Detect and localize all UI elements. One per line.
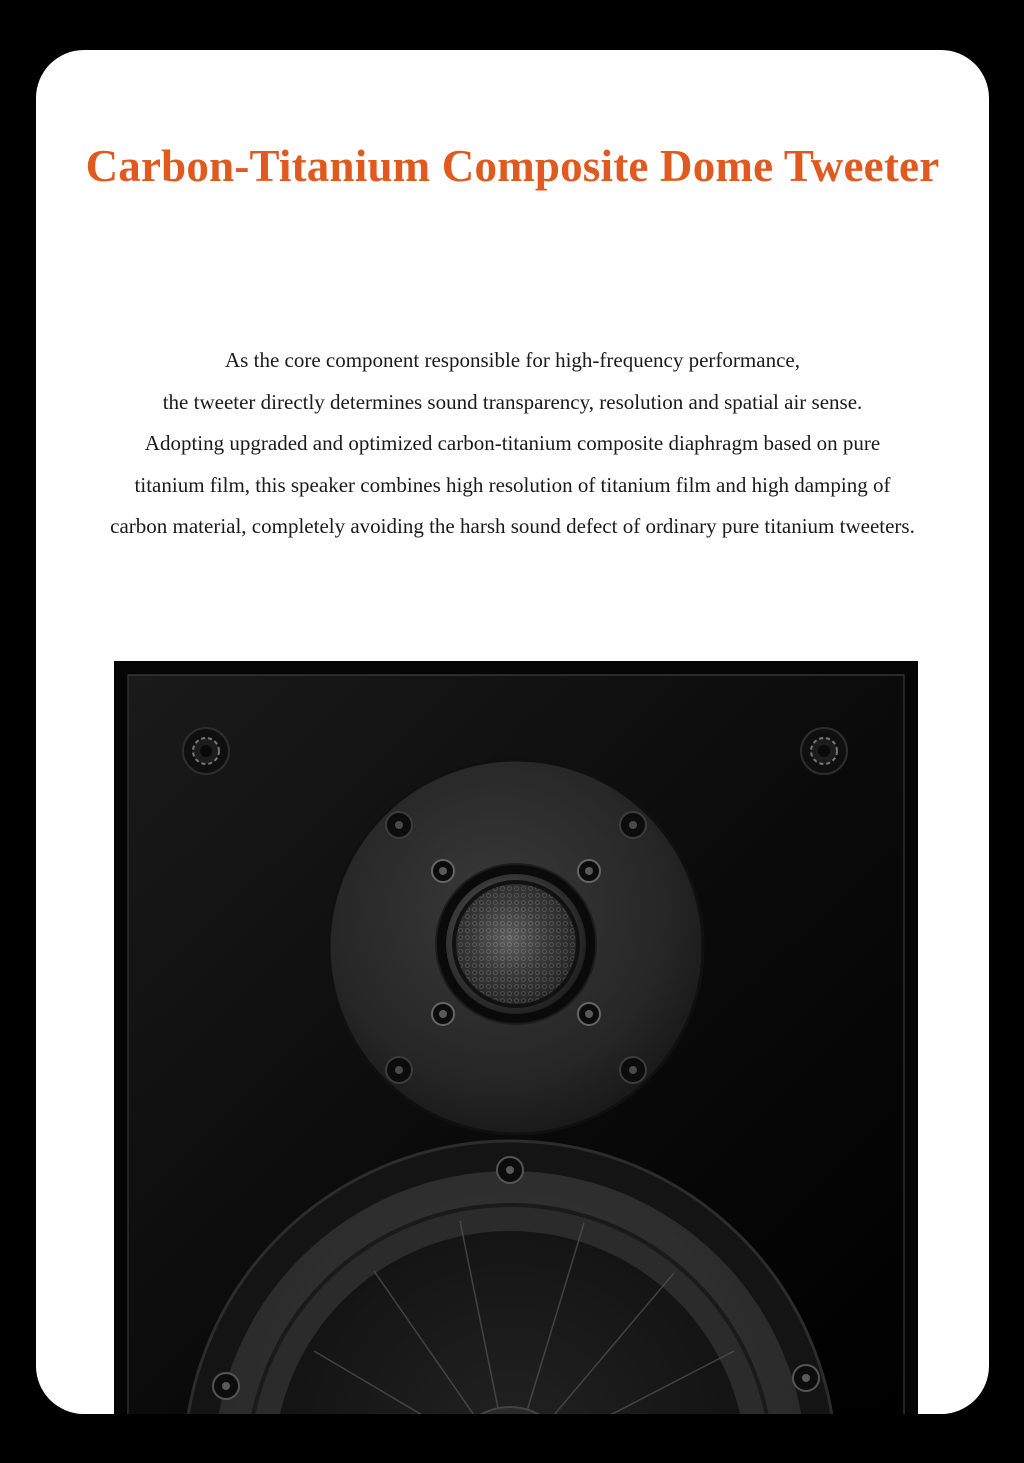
page-title: Carbon-Titanium Composite Dome Tweeter [85, 141, 940, 191]
tweeter [329, 760, 703, 1134]
grille-peg-right [801, 728, 847, 774]
paragraph-line: titanium film, this speaker combines high resolution of titanium film and high damping of [134, 472, 891, 497]
grille-peg-left [183, 728, 229, 774]
paragraph-line: As the core component responsible for high-frequency performance, [225, 348, 800, 372]
paragraph-line: the tweeter directly determines sound transparency, resolution and spatial air sense. [162, 389, 863, 414]
paragraph-line: Adopting upgraded and optimized carbon-titanium composite diaphragm based on pure [144, 431, 881, 455]
paragraph-line: carbon material, completely avoiding the harsh sound defect of ordinary pure titanium tweeters. [110, 514, 915, 538]
content-card [36, 50, 989, 1414]
description-paragraph [36, 340, 989, 548]
speaker-image [114, 661, 918, 1414]
